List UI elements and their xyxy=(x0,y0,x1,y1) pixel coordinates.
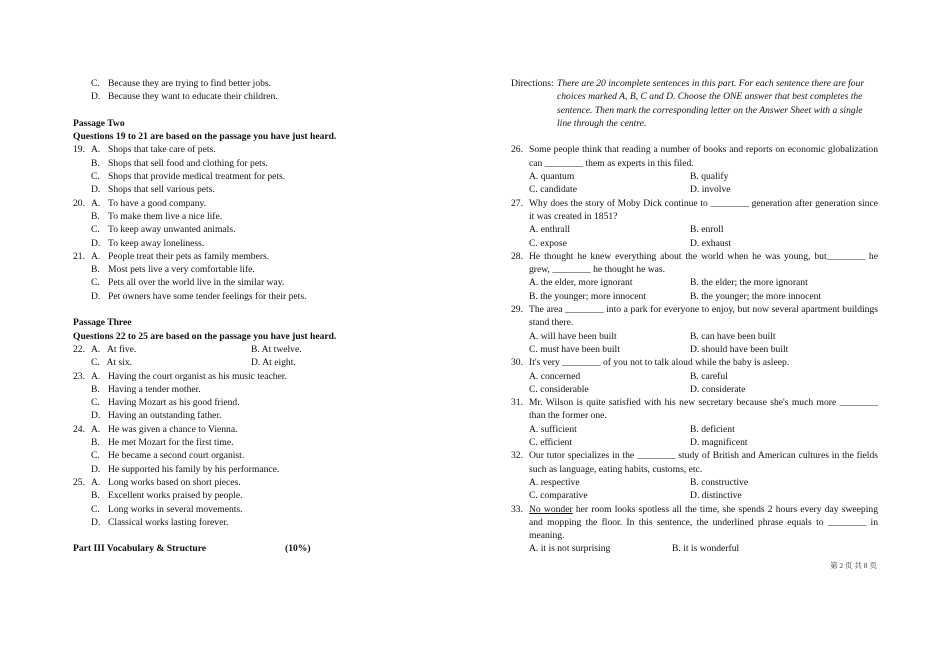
option-text: B. At twelve. xyxy=(251,343,302,355)
option-text: Pet owners have some tender feelings for their pets. xyxy=(108,290,307,302)
option-b: B. qualify xyxy=(690,171,729,183)
question-33 xyxy=(511,503,878,543)
option-row xyxy=(529,223,878,236)
directions xyxy=(511,77,878,130)
option-row xyxy=(529,542,878,555)
option-c: C. efficient xyxy=(529,437,572,449)
option-a: A. enthrall xyxy=(529,224,571,236)
option-text: To keep away loneliness. xyxy=(108,237,205,249)
option-row xyxy=(73,210,403,223)
option-b: B. it is wonderful xyxy=(672,543,740,555)
option-d: D. magnificent xyxy=(690,437,748,449)
option-d: B. the younger; the more innocent xyxy=(690,290,822,302)
option-text: Having a tender mother. xyxy=(108,383,201,395)
question-stem: Mr. Wilson is quite satisfied with his new secretary because she's much more ________ than the former one. xyxy=(529,397,878,422)
option-letter: D. xyxy=(91,290,101,302)
option-row xyxy=(529,423,878,436)
option-row xyxy=(529,343,878,356)
question-25 xyxy=(73,476,403,489)
question-number: 33. xyxy=(511,503,523,515)
option-a: A. the elder, more ignorant xyxy=(529,277,633,289)
question-number: 29. xyxy=(511,304,523,316)
option-letter: A. xyxy=(91,423,101,435)
option-row xyxy=(73,516,403,529)
option-b: B. enroll xyxy=(690,224,724,236)
option-c: B. the younger; more innocent xyxy=(529,290,646,302)
option-text: Classical works lasting forever. xyxy=(108,516,229,528)
passage-three-instruction: Questions 22 to 25 are based on the passage you have just heard. xyxy=(73,330,337,342)
question-stem: Our tutor specializes in the ________ study of British and American cultures in the fields such as language, eating habits, customs, etc. xyxy=(529,450,878,475)
option-letter: A. xyxy=(91,250,101,262)
option-row xyxy=(529,436,878,449)
directions-text: There are 20 incomplete sentences in this part. For each sentence there are four choices marked A, B, C and D. Choose the ONE answer that best completes the sentence. Then mark the corresponding letter on the Answer Sheet with a single line through the centre. xyxy=(557,78,865,129)
option-row xyxy=(73,463,403,476)
option-text: To have a good company. xyxy=(108,197,207,209)
option-letter: D. xyxy=(91,463,101,475)
option-text: He became a second court organist. xyxy=(108,450,245,462)
question-23 xyxy=(73,370,403,383)
option-a: A. respective xyxy=(529,476,580,488)
question-number: 21. xyxy=(73,250,85,262)
question-30 xyxy=(511,356,878,369)
option-letter: D. xyxy=(91,516,101,528)
option-row xyxy=(73,449,403,462)
option-c: C. candidate xyxy=(529,184,577,196)
question-32 xyxy=(511,449,878,476)
option-row xyxy=(73,90,403,103)
page-number-footer: 第 2 页 共 8 页 xyxy=(830,561,877,570)
option-letter: A. xyxy=(91,476,101,488)
option-letter: B. xyxy=(91,490,100,502)
question-number: 31. xyxy=(511,397,523,409)
question-number: 19. xyxy=(73,144,85,156)
option-row xyxy=(529,170,878,183)
question-stem: The area ________ into a park for everyone to enjoy, but now several apartment buildings stand there. xyxy=(529,304,878,329)
question-27 xyxy=(511,197,878,224)
option-text: Shops that take care of pets. xyxy=(108,144,216,156)
option-d: D. considerate xyxy=(690,383,746,395)
option-row xyxy=(73,170,403,183)
option-row xyxy=(529,489,878,502)
option-text: Pets all over the world live in the similar way. xyxy=(108,277,285,289)
option-row xyxy=(529,370,878,383)
question-22 xyxy=(73,343,403,356)
option-text: Shops that provide medical treatment for pets. xyxy=(108,171,286,183)
option-c: C. considerable xyxy=(529,383,589,395)
option-letter: A. xyxy=(91,197,101,209)
option-letter: C. xyxy=(91,450,100,462)
option-text: Most pets live a very comfortable life. xyxy=(108,264,255,276)
option-c: C. comparative xyxy=(529,490,588,502)
option-text: Because they want to educate their children. xyxy=(108,91,278,103)
question-number: 23. xyxy=(73,370,85,382)
passage-two-title: Passage Two xyxy=(73,117,125,129)
option-letter: C. xyxy=(91,503,100,515)
option-text: Long works based on short pieces. xyxy=(108,476,241,488)
option-text: Having Mozart as his good friend. xyxy=(108,397,240,409)
option-text: He was given a chance to Vienna. xyxy=(108,423,238,435)
option-letter: C. xyxy=(91,171,100,183)
option-b: B. deficient xyxy=(690,423,735,435)
option-text: To make them live a nice life. xyxy=(108,210,223,222)
option-b: B. careful xyxy=(690,370,728,382)
option-row xyxy=(73,503,403,516)
option-letter: B. xyxy=(91,157,100,169)
question-31 xyxy=(511,396,878,423)
option-d: D. exhaust xyxy=(690,237,732,249)
question-number: 27. xyxy=(511,197,523,209)
option-c: C. expose xyxy=(529,237,567,249)
option-d: D. should have been built xyxy=(690,343,789,355)
part3-percent: (10%) xyxy=(285,543,311,555)
question-26 xyxy=(511,143,878,170)
question-29 xyxy=(511,303,878,330)
option-text: Excellent works praised by people. xyxy=(108,490,243,502)
option-row xyxy=(529,330,878,343)
option-row xyxy=(73,396,403,409)
option-text: A. At five. xyxy=(91,343,137,355)
option-row xyxy=(73,436,403,449)
option-row xyxy=(73,409,403,422)
option-d: D. involve xyxy=(690,184,731,196)
option-row xyxy=(529,183,878,196)
question-number: 32. xyxy=(511,450,523,462)
option-text: C. At six. xyxy=(91,357,133,369)
option-a: A. sufficient xyxy=(529,423,577,435)
part3-heading xyxy=(73,542,403,555)
question-stem: He thought he knew everything about the world when he was young, but________ he grew, ________ he thought he was. xyxy=(529,250,878,276)
option-a: A. will have been built xyxy=(529,330,617,342)
option-c: C. must have been built xyxy=(529,343,620,355)
option-letter: A. xyxy=(91,144,101,156)
passage-three-title: Passage Three xyxy=(73,317,132,329)
option-b: B. constructive xyxy=(690,476,749,488)
option-letter: B. xyxy=(91,437,100,449)
option-text: Shops that sell various pets. xyxy=(108,184,215,196)
question-21 xyxy=(73,250,403,263)
question-stem xyxy=(529,503,878,543)
option-row xyxy=(529,476,878,489)
option-text: Shops that sell food and clothing for pets. xyxy=(108,157,268,169)
option-letter: D. xyxy=(91,184,101,196)
option-text: Because they are trying to find better jobs. xyxy=(108,78,272,89)
question-number: 20. xyxy=(73,197,85,209)
part3-title: Part III Vocabulary & Structure xyxy=(73,543,207,555)
option-a: A. it is not surprising xyxy=(529,543,611,555)
vocab-question-list xyxy=(511,143,878,555)
question-stem: It's very ________ of you not to talk aloud while the baby is asleep. xyxy=(529,357,790,369)
option-row xyxy=(73,183,403,196)
option-row xyxy=(529,290,878,303)
question-20 xyxy=(73,197,403,210)
option-letter: D. xyxy=(91,410,101,422)
option-row xyxy=(73,223,403,236)
option-letter: D. xyxy=(91,237,101,249)
option-letter: C. xyxy=(91,397,100,409)
option-letter: B. xyxy=(91,383,100,395)
option-letter: D. xyxy=(91,91,101,103)
directions-label: Directions: xyxy=(511,78,554,89)
option-text: D. At eight. xyxy=(251,357,296,369)
option-row xyxy=(529,383,878,396)
option-row xyxy=(73,290,403,303)
question-stem-text: her room looks spotless all the time, she spends 2 hours every day sweeping and mopping the floor. In this sentence, the underlined phrase equals to ________ in meaning. xyxy=(529,503,878,542)
option-row xyxy=(73,157,403,170)
option-a: A. concerned xyxy=(529,370,581,382)
option-row xyxy=(73,356,403,369)
option-row xyxy=(73,77,403,90)
option-b: B. the elder; the more ignorant xyxy=(690,277,808,289)
question-number: 24. xyxy=(73,423,85,435)
option-row xyxy=(73,276,403,289)
left-column xyxy=(73,77,403,556)
question-number: 25. xyxy=(73,476,85,488)
question-28 xyxy=(511,250,878,277)
option-letter: C. xyxy=(91,224,100,236)
option-text: Long works in several movements. xyxy=(108,503,243,515)
option-letter: C. xyxy=(91,78,100,89)
right-column xyxy=(511,77,878,556)
option-letter: C. xyxy=(91,277,100,289)
option-a: A. quantum xyxy=(529,171,575,183)
option-text: He met Mozart for the first time. xyxy=(108,437,234,449)
passage-two-instruction: Questions 19 to 21 are based on the passage you have just heard. xyxy=(73,131,337,143)
question-number: 30. xyxy=(511,357,523,369)
option-text: Having an outstanding father. xyxy=(108,410,222,422)
question-19 xyxy=(73,143,403,156)
question-24 xyxy=(73,423,403,436)
option-letter: B. xyxy=(91,264,100,276)
option-text: Having the court organist as his music teacher. xyxy=(108,370,287,382)
option-text: To keep away unwanted animals. xyxy=(108,224,236,236)
option-b: B. can have been built xyxy=(690,330,776,342)
question-stem: Why does the story of Moby Dick continue to ________ generation after generation since it was created in 1851? xyxy=(529,197,878,222)
option-letter: B. xyxy=(91,210,100,222)
question-number: 28. xyxy=(511,250,523,262)
option-row xyxy=(73,489,403,502)
option-row xyxy=(529,276,878,289)
underlined-phrase: No wonder xyxy=(529,503,573,515)
question-number: 22. xyxy=(73,343,85,355)
option-row xyxy=(529,237,878,250)
option-row xyxy=(73,237,403,250)
option-letter: A. xyxy=(91,370,101,382)
option-row xyxy=(73,263,403,276)
option-d: D. distinctive xyxy=(690,490,742,502)
question-stem: Some people think that reading a number of books and reports on economic globalization can ________ them as experts in this filed. xyxy=(529,144,878,169)
question-number: 26. xyxy=(511,144,523,156)
option-text: He supported his family by his performance. xyxy=(108,463,280,475)
option-row xyxy=(73,383,403,396)
option-text: People treat their pets as family members. xyxy=(108,250,270,262)
